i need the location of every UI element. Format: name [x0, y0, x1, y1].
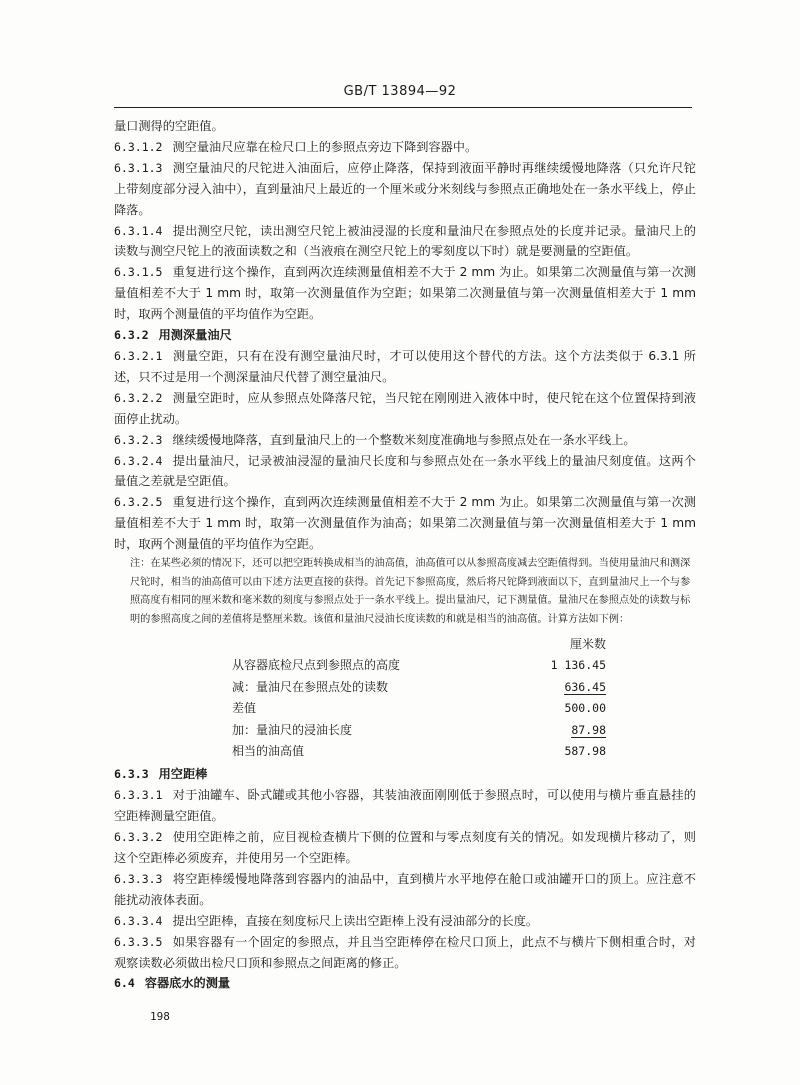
calculation-table — [232, 633, 606, 762]
clause-number: 6.3.1.4 — [114, 223, 163, 238]
row-value: 636.45 — [564, 679, 606, 694]
paragraph — [114, 221, 696, 263]
unit-header: 厘米数 — [569, 636, 606, 651]
table-row — [232, 698, 606, 720]
paragraph-text: 提出测空尺铊，读出测空尺铊上被油浸湿的长度和量油尺在参照点处的长度并记录。量油尺上的读数与测空尺铊上的液面读数之和（当液痕在测空尺铊上的零刻度以下时）就是要测量的空距值。 — [114, 223, 696, 259]
clause-number: 6.3.3.3 — [114, 871, 163, 886]
clause-number: 6.3.3.4 — [114, 913, 163, 928]
row-value: 587.98 — [564, 744, 606, 759]
paragraph-text: 提出空距棒，直接在刻度标尺上读出空距棒上没有浸油部分的长度。 — [172, 913, 539, 928]
table-row — [232, 676, 606, 698]
table-row — [232, 741, 606, 763]
section-title: 用空距棒 — [158, 767, 208, 782]
clause-number: 6.3.1.2 — [114, 139, 163, 154]
row-label: 相当的油高值 — [232, 744, 305, 759]
clause-number: 6.3.3.2 — [114, 830, 163, 845]
paragraph-text: 测量空距，只有在没有测空量油尺时，才可以使用这个替代的方法。这个方法类似于 6.3.1 所述，只不过是用一个测深量油尺代替了测空量油尺。 — [114, 348, 696, 384]
paragraph — [114, 492, 696, 555]
section-heading — [114, 764, 696, 785]
paragraph — [114, 262, 696, 325]
clause-number: 6.3.2.2 — [114, 390, 163, 405]
clause-number: 6.3.2.4 — [114, 453, 163, 468]
table-row — [232, 655, 606, 677]
paragraph — [114, 911, 696, 932]
header-rule — [114, 107, 692, 108]
section-title: 用测深量油尺 — [158, 328, 232, 343]
paragraph — [114, 430, 696, 451]
note: 注：在某些必须的情况下，还可以把空距转换成相当的油高值，油高值可以从参照高度减去空距值得到。当使用量油尺和测深尺铊时，相当的油高值可以由下述方法更直接的获得。首先记下参照高度，然后将尺铊降到液面以下，直到量油尺上一个与参照高度有相同的厘米数和毫米数的刻度与参照点处于一条水平线上。提出量油尺，记下测量值。量油尺在参照点处的读数与标明的参照高度之间的差值将是整厘米数。该值和量油尺浸油长度读数的和就是相当的油高值。计算方法如下例： — [130, 558, 691, 625]
clause-number: 6.3.3.1 — [114, 788, 163, 803]
paragraph — [114, 388, 696, 430]
row-value: 500.00 — [564, 701, 606, 716]
paragraph-text: 使用空距棒之前，应目视检查横片下侧的位置和与零点刻度有关的情况。如发现横片移动了，则这个空距棒必须废弃，并使用另一个空距棒。 — [114, 830, 696, 866]
row-label: 从容器底检尺点到参照点的高度 — [232, 658, 401, 673]
document-body — [114, 116, 696, 994]
section-title: 容器底水的测量 — [144, 976, 231, 991]
paragraph — [114, 785, 696, 827]
paragraph — [114, 137, 696, 158]
section-number: 6.4 — [114, 976, 135, 991]
paragraph-text: 重复进行这个操作，直到两次连续测量值相差不大于 2 mm 为止。如果第二次测量值与第一次测量值相差不大于 1 mm 时，取第一次测量值作为空距；如果第二次测量值与第一次测量值相差大于 1 mm 时，取两个测量值的平均值作为空距。 — [114, 265, 696, 322]
clause-number: 6.3.2.5 — [114, 495, 163, 510]
paragraph-text: 测量空距时，应从参照点处降落尺铊，当尺铊在刚刚进入液体中时，使尺铊在这个位置保持到液面停止扰动。 — [114, 390, 696, 426]
paragraph — [114, 346, 696, 388]
paragraph-text: 对于油罐车、卧式罐或其他小容器，其装油液面刚刚低于参照点时，可以使用与横片垂直悬挂的空距棒测量空距值。 — [114, 788, 696, 824]
clause-number: 6.3.2.3 — [114, 432, 163, 447]
paragraph-text: 测空量油尺的尺铊进入油面后，应停止降落，保持到液面平静时再继续缓慢地降落（只允许尺铊上带刻度部分浸入油中），直到量油尺上最近的一个厘米或分米刻线与参照点正确地处在一条水平线上，停止降落。 — [114, 160, 696, 217]
paragraph-text: 将空距棒缓慢地降落到容器内的油品中，直到横片水平地停在舱口或油罐开口的顶上。应注意不能扰动液体表面。 — [114, 871, 696, 907]
paragraph-text: 量口测得的空距值。 — [114, 119, 224, 133]
row-value: 87.98 — [571, 722, 606, 737]
section-heading — [114, 325, 696, 346]
paragraph-text: 如果容器有一个固定的参照点，并且当空距棒停在检尺口顶上，此点不与横片下侧相重合时，对观察读数必须做出检尺口顶和参照点之间距离的修正。 — [114, 934, 696, 970]
page-header: GB/T 13894—92 — [343, 84, 457, 99]
section-heading — [114, 973, 696, 994]
clause-number: 6.3.1.5 — [114, 265, 163, 280]
paragraph-text: 继续缓慢地降落，直到量油尺上的一个整数米刻度准确地与参照点处在一条水平线上。 — [172, 432, 636, 447]
paragraph — [114, 932, 696, 974]
clause-number: 6.3.1.3 — [114, 160, 163, 175]
row-value: 1 136.45 — [550, 658, 606, 673]
paragraph — [114, 827, 696, 869]
paragraph-text: 测空量油尺应靠在检尺口上的参照点旁边下降到容器中。 — [172, 139, 478, 154]
page-number: 198 — [150, 1010, 170, 1023]
clause-number: 6.3.3.5 — [114, 934, 163, 949]
clause-number: 6.3.2.1 — [114, 348, 163, 363]
paragraph-text: 提出量油尺，记录被油浸湿的量油尺长度和与参照点处在一条水平线上的量油尺刻度值。这两个量值之差就是空距值。 — [114, 453, 696, 489]
row-label: 减：量油尺在参照点处的读数 — [232, 679, 389, 694]
paragraph-text: 重复进行这个操作，直到两次连续测量值相差不大于 2 mm 为止。如果第二次测量值与第一次测量值相差不大于 1 mm 时，取第一次测量值作为油高；如果第二次测量值与第一次测量值相差大于 1 mm 时，取两个测量值的平均值作为空距。 — [114, 495, 696, 552]
paragraph — [114, 158, 696, 221]
paragraph — [114, 451, 696, 493]
row-label: 差值 — [232, 701, 257, 716]
table-row — [232, 719, 606, 741]
paragraph — [114, 116, 696, 137]
section-number: 6.3.3 — [114, 767, 149, 782]
paragraph — [114, 869, 696, 911]
table-header-row — [232, 633, 606, 655]
section-number: 6.3.2 — [114, 328, 149, 343]
row-label: 加：量油尺的浸油长度 — [232, 722, 353, 737]
